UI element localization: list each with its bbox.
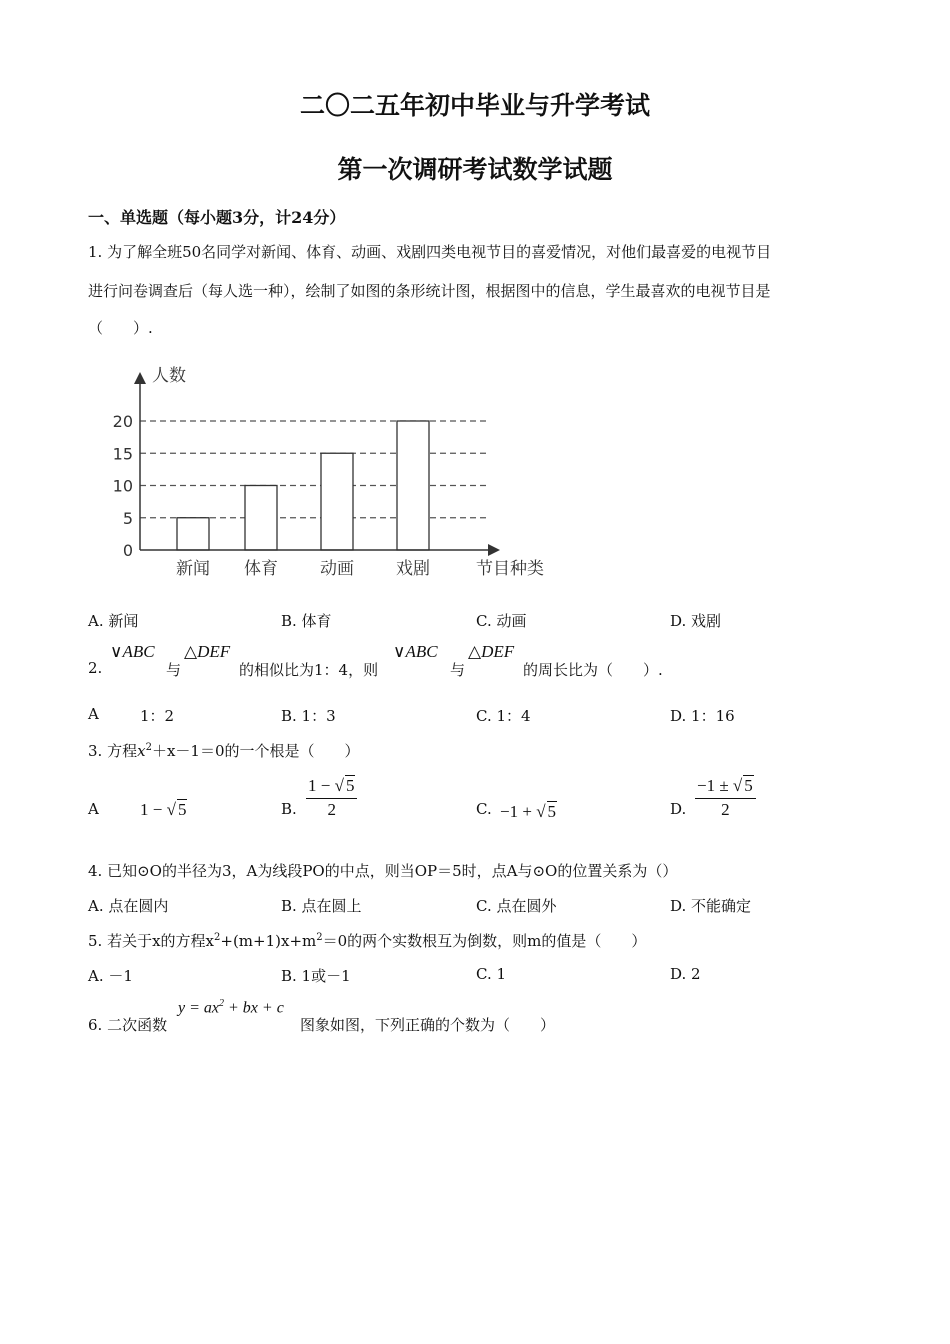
q2-option-a-label[interactable]: A: [88, 705, 99, 723]
q3-option-b-fraction[interactable]: [306, 776, 357, 820]
q3-option-c-term: −1 +: [500, 802, 532, 821]
q3-stem: [88, 740, 360, 761]
q3-option-a-radicand: 5: [177, 800, 187, 819]
q6-formula: [178, 998, 284, 1017]
q4-stem: 4. 已知⊙O的半径为3，A为线段PO的中点，则当OP＝5时，点A与⊙O的位置关系为（）: [88, 862, 678, 880]
q3-option-b-label[interactable]: B.: [281, 800, 297, 818]
q6-rest: 图象如图，下列正确的个数为（ ）: [300, 1016, 556, 1034]
q3-option-d-radicand: 5: [744, 776, 753, 795]
section-heading: 一、单选题（每小题3分，计24分）: [88, 208, 346, 227]
q4-option-b[interactable]: B. 点在圆上: [281, 897, 362, 915]
q4-option-c[interactable]: C. 点在圆外: [476, 897, 557, 915]
sqrt-icon: √ 5: [166, 800, 187, 819]
bar-2: [245, 486, 277, 551]
q4-option-d[interactable]: D. 不能确定: [670, 897, 752, 915]
exam-subtitle: 第一次调研考试数学试题: [337, 155, 613, 184]
q2-and-1: 与: [166, 661, 182, 679]
q5-mid: +(m+1)x+m: [220, 932, 317, 950]
x-category-label-1: 新闻: [176, 559, 210, 579]
q1-line2: 进行问卷调查后（每人选一种），绘制了如图的条形统计图，根据图中的信息，学生最喜欢的电视节目是: [88, 282, 771, 300]
q5-option-d[interactable]: D. 2: [670, 965, 701, 983]
q3-option-d-fraction[interactable]: [695, 776, 756, 820]
q3-option-a-label[interactable]: A: [88, 800, 99, 818]
q5-prefix: 5. 若关于x的方程x: [88, 932, 214, 950]
bar-4: [397, 421, 429, 550]
q6-formula-part-b: + bx + c: [224, 999, 284, 1017]
q3-option-b-numerator: [306, 776, 357, 799]
bar-chart: [0, 0, 950, 600]
q3-variable-x: x: [137, 742, 146, 760]
q1-line3: （ ）.: [88, 319, 153, 337]
sqrt-icon: √ 5: [732, 776, 753, 795]
q2-triangle-abc-2: ∨ABC: [393, 642, 438, 661]
bar-3: [321, 453, 353, 550]
q1-line1: 1. 为了解全班50名同学对新闻、体育、动画、戏剧四类电视节目的喜爱情况，对他们最喜爱的电视节目: [88, 243, 772, 261]
q3-option-d-denominator: 2: [721, 800, 730, 819]
q6-formula-part-a: y = ax: [178, 999, 219, 1017]
q5-stem: [88, 930, 646, 951]
q5-exponent-2: 2: [316, 932, 323, 943]
q3-option-a-term: 1 −: [140, 800, 163, 819]
q2-triangle-abc-1: ∨ABC: [110, 642, 155, 661]
q3-option-d-numerator: [695, 776, 756, 799]
q5-option-b[interactable]: B. 1或－1: [281, 967, 351, 985]
q2-ratio-text: 的相似比为1：4，则: [239, 661, 379, 679]
y-axis-label: 人数: [152, 366, 186, 386]
q1-option-a[interactable]: A. 新闻: [88, 612, 139, 630]
y-tick-label-10: 10: [112, 476, 133, 496]
bar-1: [177, 518, 209, 550]
y-tick-label-0: 0: [122, 541, 133, 560]
x-axis-label: 节目种类: [476, 559, 544, 579]
q2-number: 2.: [88, 659, 103, 677]
q3-option-d-term: −1 ±: [697, 776, 729, 795]
q2-option-c[interactable]: C. 1：4: [476, 707, 531, 725]
q1-option-b[interactable]: B. 体育: [281, 612, 332, 630]
q5-exponent-1: 2: [214, 932, 221, 943]
q2-option-a-value[interactable]: 1：2: [140, 707, 175, 725]
y-tick-label-5: 5: [122, 508, 133, 528]
q3-exponent: 2: [145, 742, 152, 753]
x-category-label-3: 动画: [320, 559, 354, 579]
q3-option-b-term: 1 −: [308, 776, 331, 795]
q3-rest: ＋x－1＝0的一个根是（ ）: [151, 742, 360, 760]
q3-option-c-expr[interactable]: [500, 802, 557, 822]
q2-question-end: 的周长比为（ ）.: [523, 661, 663, 679]
q2-option-d[interactable]: D. 1：16: [670, 707, 735, 725]
q5-option-c[interactable]: C. 1: [476, 965, 507, 983]
q3-option-b-radicand: 5: [345, 776, 355, 795]
q3-option-d-label[interactable]: D.: [670, 800, 687, 818]
y-tick-label-15: 15: [112, 444, 133, 464]
q3-prefix: 3. 方程: [88, 742, 138, 760]
q6-prefix: 6. 二次函数: [88, 1016, 168, 1034]
q1-option-d[interactable]: D. 戏剧: [670, 612, 722, 630]
q3-option-c-radicand: 5: [547, 802, 557, 821]
x-category-label-2: 体育: [244, 559, 278, 579]
q3-option-a-expr[interactable]: [140, 800, 187, 820]
q6-formula-exponent: 2: [219, 998, 224, 1009]
q4-option-a[interactable]: A. 点在圆内: [88, 897, 169, 915]
q3-option-c-label[interactable]: C.: [476, 800, 492, 818]
q2-triangle-def-2: △DEF: [468, 642, 515, 661]
sqrt-icon: √ 5: [536, 802, 557, 821]
q5-option-a[interactable]: A. －1: [88, 967, 133, 985]
q2-option-b[interactable]: B. 1：3: [281, 707, 336, 725]
sqrt-icon: √ 5: [334, 776, 355, 795]
q1-option-c[interactable]: C. 动画: [476, 612, 527, 630]
q2-triangle-def-1: △DEF: [184, 642, 231, 661]
y-tick-label-20: 20: [112, 412, 133, 431]
q5-rest: ＝0的两个实数根互为倒数，则m的值是（ ）: [322, 932, 647, 950]
exam-title: 二〇二五年初中毕业与升学考试: [299, 91, 650, 120]
x-category-label-4: 戏剧: [396, 559, 430, 579]
q3-option-b-denominator: 2: [327, 800, 336, 819]
q2-and-2: 与: [450, 661, 466, 679]
